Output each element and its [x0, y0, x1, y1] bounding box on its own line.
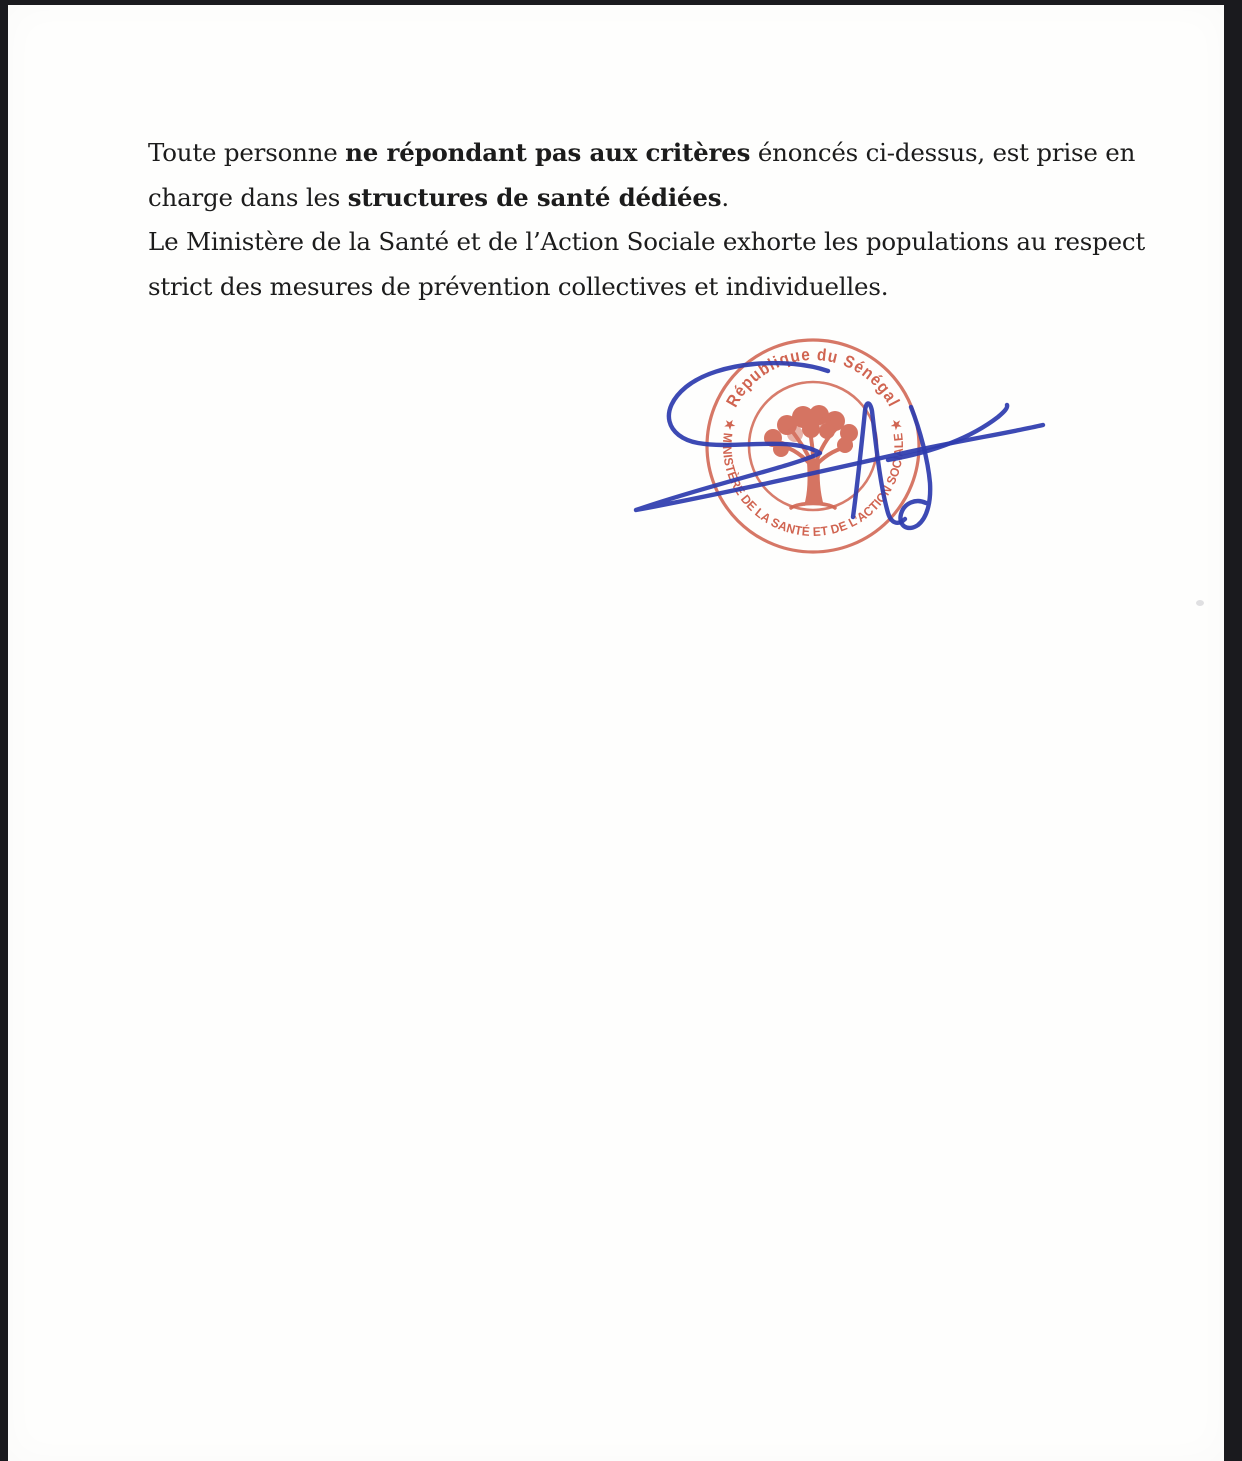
- signature-loop-stroke: [636, 363, 1043, 510]
- stamp-top-arc-label: République du Sénégal: [722, 344, 904, 411]
- scan-smudge: [1196, 600, 1204, 606]
- text-segment: strict des mesures de prévention collectives et individuelles.: [148, 272, 889, 302]
- text-segment: Le Ministère de la Santé et de l’Action Sociale exhorte les populations au respect: [148, 227, 1146, 257]
- text-line: [148, 265, 1098, 310]
- document-page: [8, 5, 1224, 1461]
- text-segment: charge dans les: [148, 182, 348, 212]
- text-line: [148, 176, 1098, 221]
- text-line: [148, 131, 1136, 176]
- signature-peak-stroke: [853, 404, 905, 523]
- text-segment-bold: ne répondant pas aux critères: [345, 138, 751, 167]
- text-segment: énoncés ci-dessus, est prise en: [750, 138, 1136, 167]
- text-segment-bold: structures de santé dédiées: [347, 182, 722, 212]
- text-segment: .: [721, 182, 729, 212]
- text-segment: Toute personne: [148, 138, 346, 167]
- text-line: [148, 220, 1146, 265]
- handwritten-signature: [608, 345, 1068, 555]
- stamp-bottom-arc-label: ★ MINISTÈRE DE LA SANTÉ ET DE L’ACTION SOCIALE ★: [719, 417, 907, 539]
- letter-body: [148, 131, 1146, 310]
- signature-tail-stroke: [900, 407, 930, 528]
